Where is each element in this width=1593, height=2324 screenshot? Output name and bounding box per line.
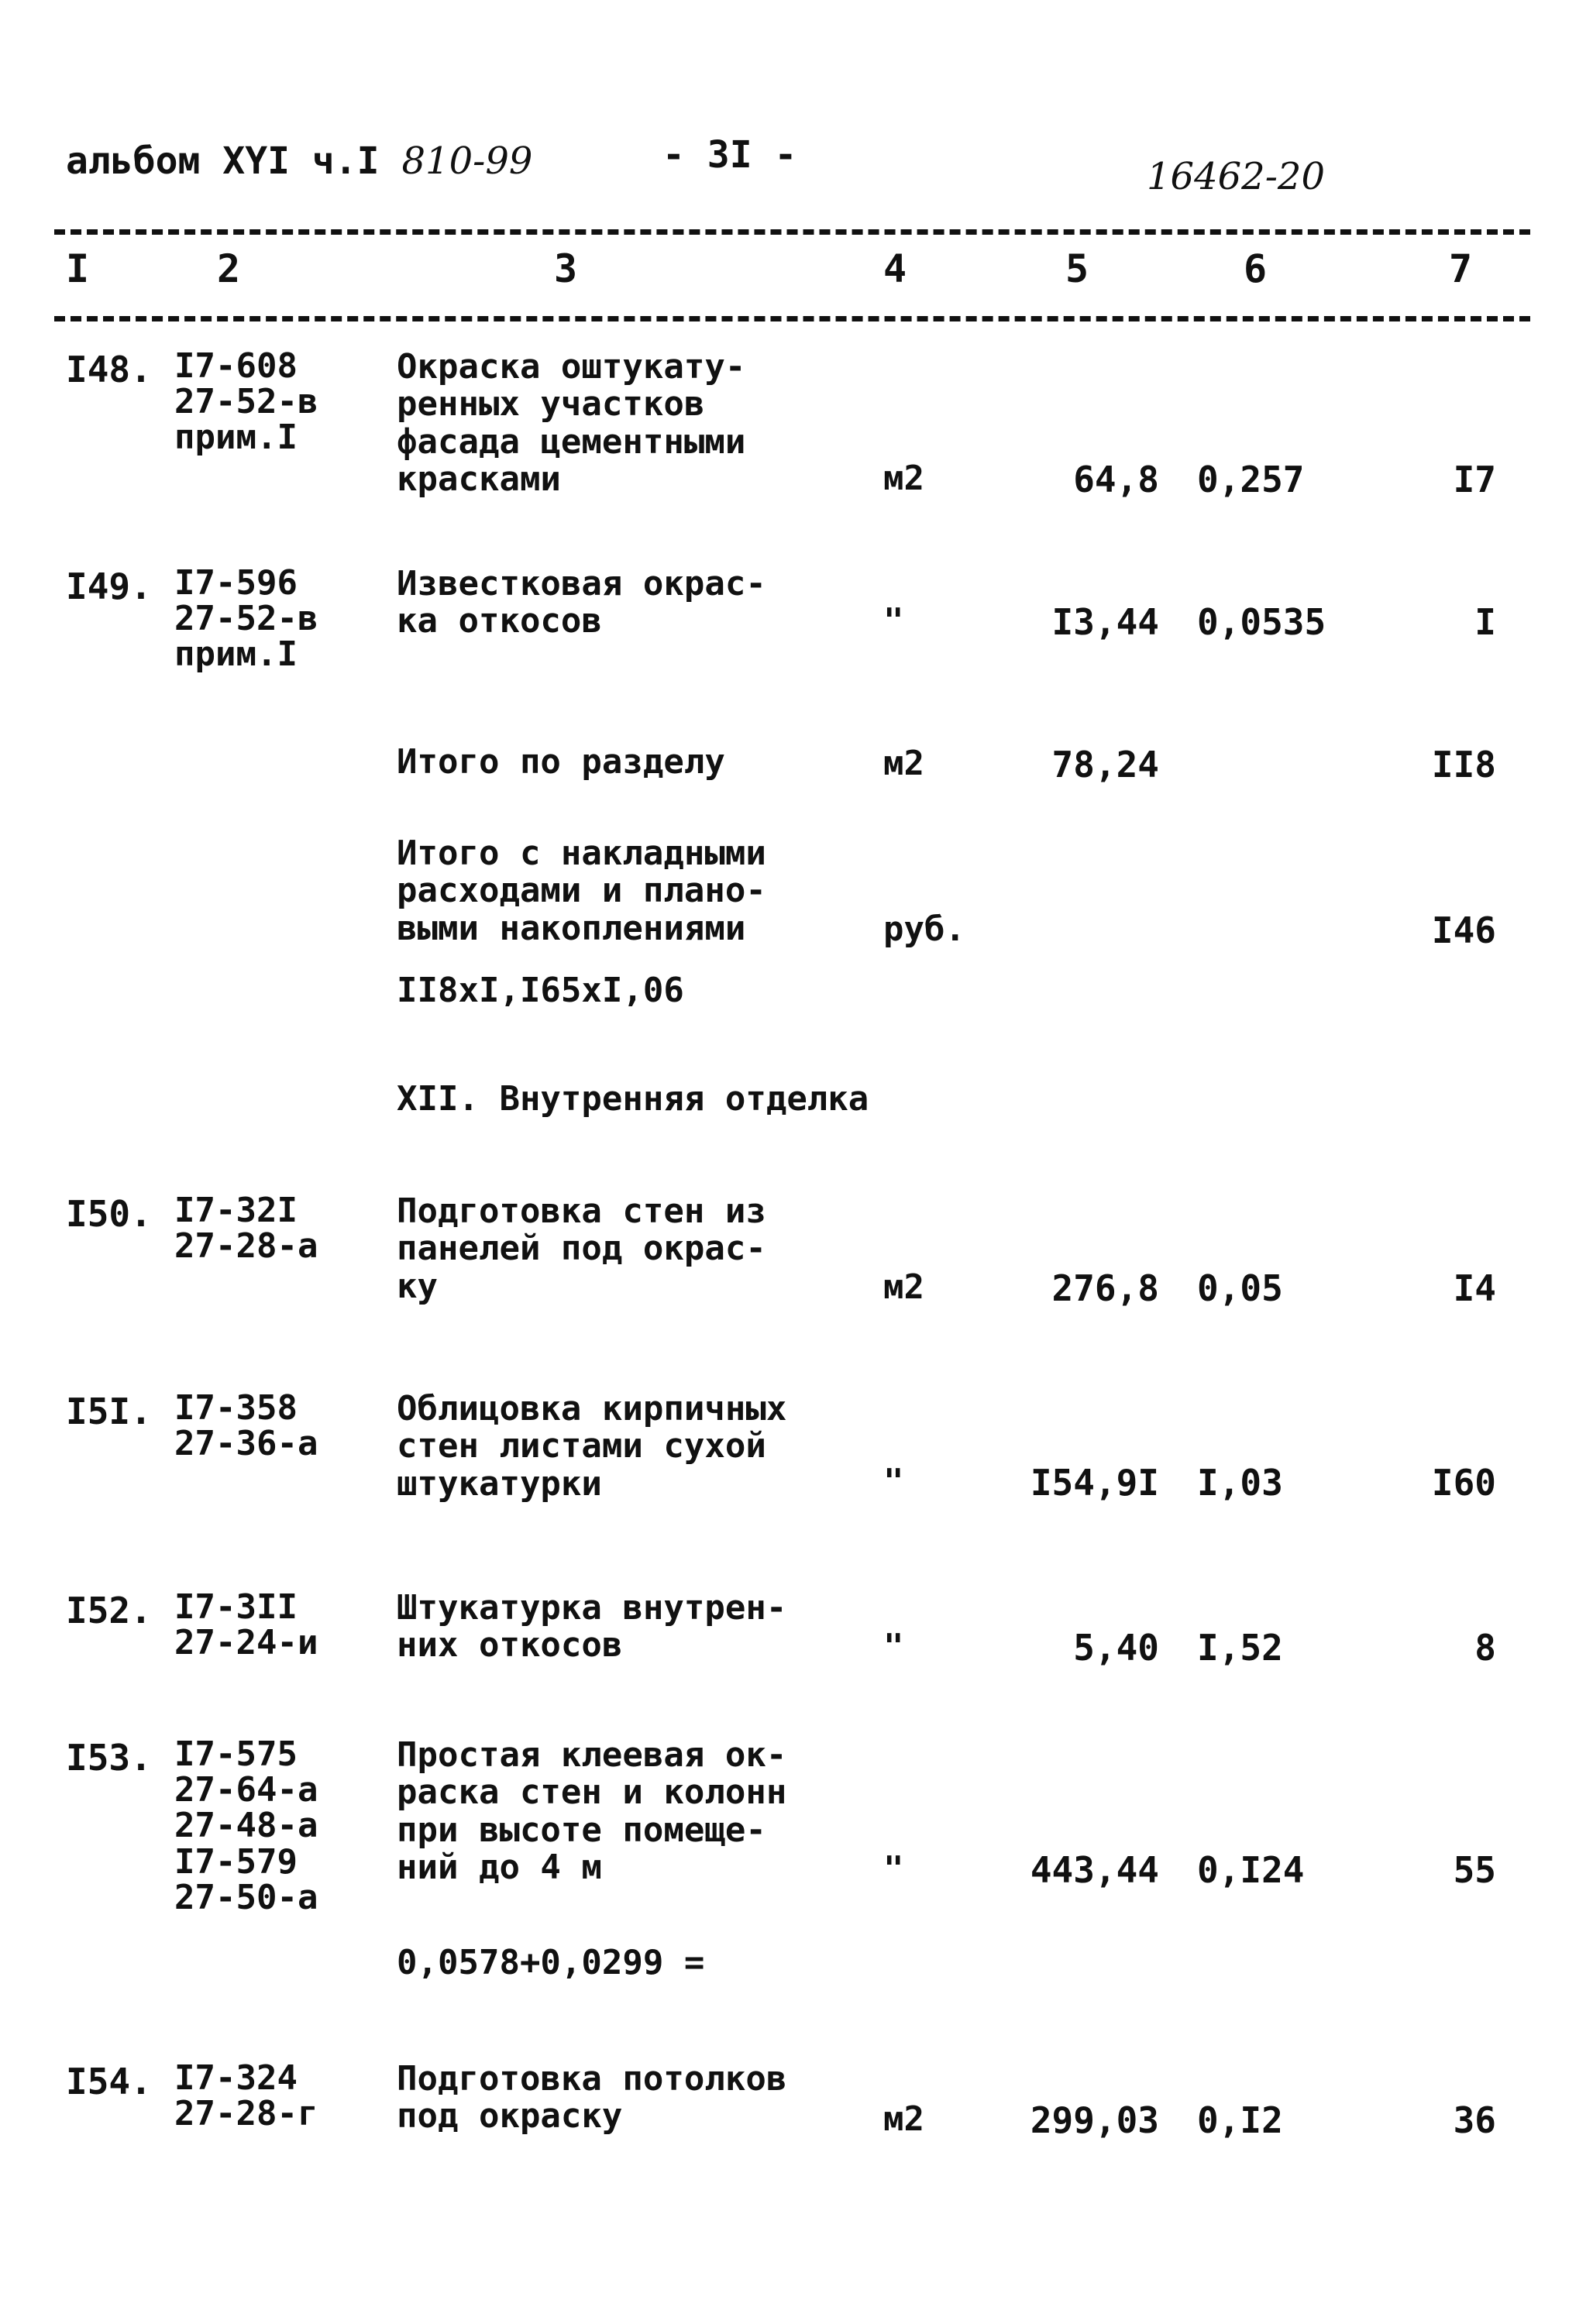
section-title: XII. Внутренняя отделка [397,1079,869,1119]
formula [397,1944,877,1982]
unit: " [883,1849,904,1889]
description-line: красками [397,459,561,500]
row-number: I48. [66,349,152,390]
description-line: ку [397,1266,438,1306]
total: I46 [1431,909,1496,951]
unit: " [883,1627,904,1666]
work-description [397,2061,877,2136]
unit-rate: 0,I24 [1197,1849,1305,1891]
description-line: Простая клеевая ок- [397,1735,787,1775]
dashed-rule-bottom [54,316,1530,321]
description-line: Итого по разделу [397,742,725,782]
quantity: I3,44 [1051,601,1159,643]
total: I60 [1431,1462,1496,1504]
work-description [397,1737,877,1887]
column-header-4: 4 [883,246,907,291]
unit: м2 [883,1267,924,1307]
summary-label [397,835,877,947]
total: I [1474,601,1496,643]
norm-codes: I7-32I 27-28-а [174,1191,318,1267]
column-header-5: 5 [1065,246,1089,291]
description-line: расходами и плано- [397,871,766,911]
document-code: 16462-20 [1147,155,1325,198]
unit: " [883,601,904,641]
description-line: ка откосов [397,601,602,641]
column-header-3: 3 [554,246,578,291]
norm-codes: I7-3II 27-24-и [174,1587,318,1663]
page-number: - 3I - [662,133,797,177]
work-description [397,1193,877,1305]
formula [397,972,877,1009]
unit: м2 [883,744,924,783]
total: I7 [1453,459,1496,500]
unit-rate: 0,I2 [1197,2099,1283,2141]
norm-codes: I7-608 27-52-в прим.I [174,346,318,458]
column-header-1: I [66,246,90,291]
total: 8 [1474,1627,1496,1669]
album-number: 810-99 [401,139,533,183]
description-line: при высоте помеще- [397,1810,766,1850]
row-number: I50. [66,1193,152,1235]
description-line: под окраску [397,2096,623,2137]
column-header-2: 2 [217,246,241,291]
description-line: ний до 4 м [397,1848,602,1888]
row-number: I49. [66,566,152,607]
quantity: 276,8 [1051,1267,1159,1309]
description-line: стен листами сухой [397,1426,766,1466]
norm-codes: I7-596 27-52-в прим.I [174,563,318,675]
description-line: Итого с накладными [397,834,766,873]
quantity: 5,40 [1073,1627,1159,1669]
column-header-7: 7 [1449,246,1473,291]
work-description [397,1391,877,1503]
work-description [397,349,877,499]
description-line: них откосов [397,1625,623,1666]
description-line: Известковая окрас- [397,564,766,603]
total: II8 [1431,744,1496,786]
unit-rate: I,03 [1197,1462,1283,1504]
quantity: 64,8 [1073,459,1159,500]
formula-text: 0,0578+0,0299 = [397,1943,705,1982]
description-line: штукатурки [397,1463,602,1504]
unit: руб. [883,909,965,949]
description-line: выми накоплениями [397,908,746,948]
work-description [397,1590,877,1665]
description-line: Подготовка стен из [397,1191,766,1231]
dashed-rule-top [54,229,1530,235]
total: 55 [1453,1849,1496,1891]
norm-codes: I7-324 27-28-г [174,2058,318,2134]
row-number: I5I. [66,1391,152,1432]
description-line: Окраска оштукату- [397,347,746,387]
unit-rate: I,52 [1197,1627,1283,1669]
quantity: 443,44 [1030,1849,1159,1891]
description-line: ренных участков [397,384,705,425]
column-header-6: 6 [1244,246,1268,291]
unit-rate: 0,0535 [1197,601,1326,643]
total: 36 [1453,2099,1496,2141]
unit-rate: 0,05 [1197,1267,1283,1309]
unit: " [883,1462,904,1501]
row-number: I52. [66,1590,152,1631]
formula-text: II8хI,I65хI,06 [397,971,684,1010]
description-line: Подготовка потолков [397,2059,787,2099]
norm-codes: I7-575 27-64-а 27-48-а I7-579 27-50-а [174,1734,318,1917]
description-line: фасада цементными [397,421,746,462]
quantity: I54,9I [1030,1462,1159,1504]
quantity: 299,03 [1030,2099,1159,2141]
row-number: I54. [66,2061,152,2102]
section-heading [397,1081,1094,1118]
description-line: Облицовка кирпичных [397,1389,787,1428]
description-line: Штукатурка внутрен- [397,1588,787,1628]
total: I4 [1453,1267,1496,1309]
description-line: панелей под окрас- [397,1229,766,1269]
summary-label [397,744,877,781]
unit: м2 [883,2099,924,2139]
album-title [66,139,532,183]
description-line: раска стен и колонн [397,1772,787,1813]
album-label: альбом XYI ч.I [66,139,380,183]
unit: м2 [883,459,924,498]
work-description [397,566,877,641]
unit-rate: 0,257 [1197,459,1305,500]
row-number: I53. [66,1737,152,1779]
norm-codes: I7-358 27-36-а [174,1388,318,1464]
quantity: 78,24 [1051,744,1159,786]
